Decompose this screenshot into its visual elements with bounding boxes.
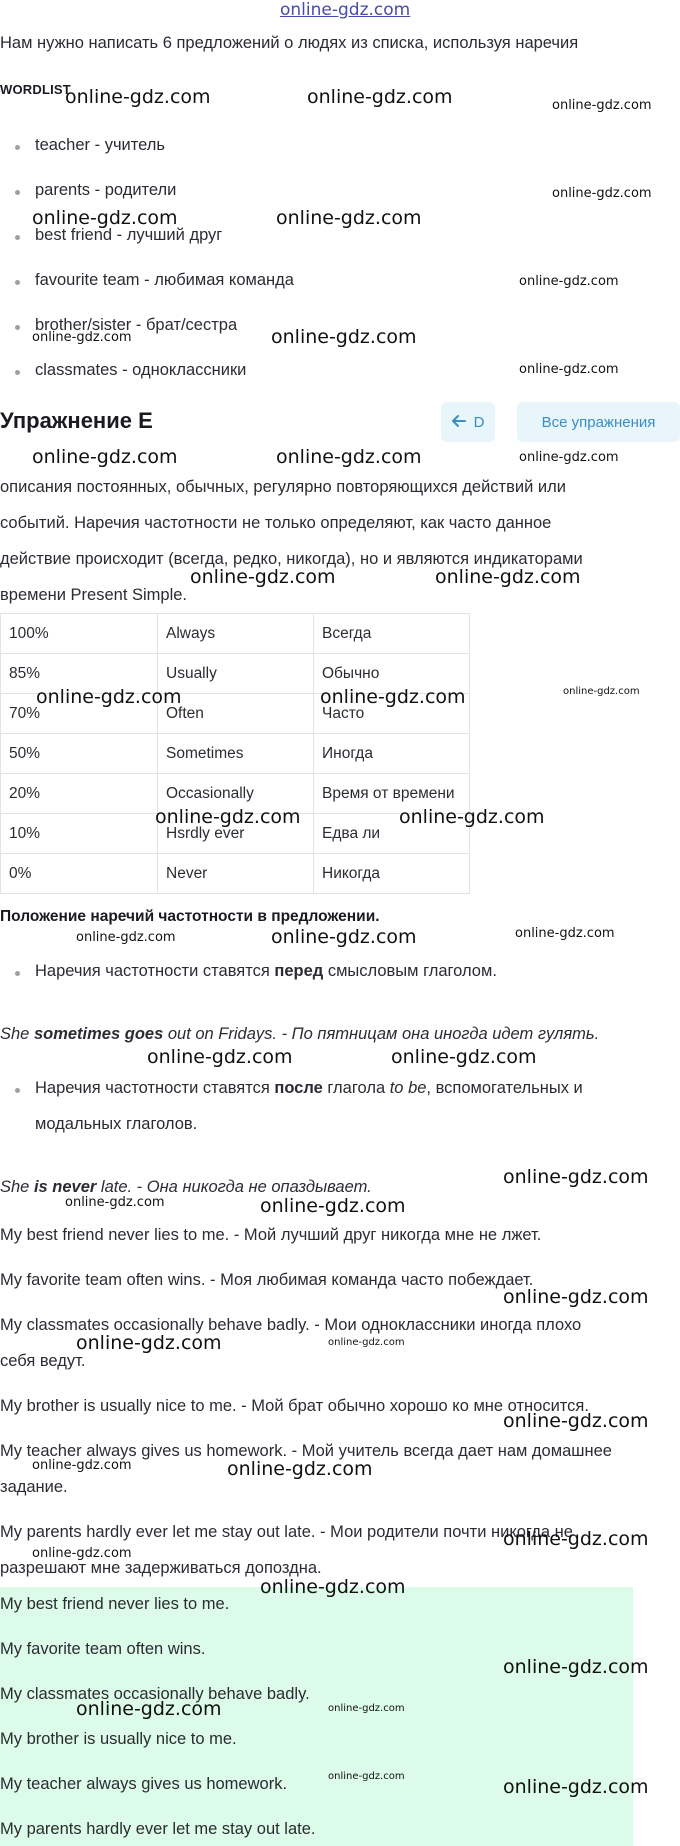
watermark-text: online-gdz.com — [276, 207, 422, 229]
wordlist-item: parents - родители — [35, 181, 177, 199]
frequency-row — [1, 614, 470, 654]
watermark-text: online-gdz.com — [260, 1195, 406, 1217]
watermark-text: online-gdz.com — [65, 1195, 165, 1210]
wordlist-item: teacher - учитель — [35, 136, 165, 154]
watermark-text: online-gdz.com — [552, 98, 652, 113]
watermark-text: online-gdz.com — [328, 1771, 405, 1782]
translation-line: My classmates occasionally behave badly. - Мои одноклассники иногда плохо — [0, 1316, 582, 1334]
watermark-text: online-gdz.com — [76, 930, 176, 945]
answer-line: My parents hardly ever let me stay out late. — [0, 1820, 316, 1838]
translation-line: My brother is usually nice to me. - Мой брат обычно хорошо ко мне относится. — [0, 1397, 589, 1415]
position-heading: Положение наречий частотности в предложении. — [0, 908, 380, 925]
translation-line: разрешают мне задерживаться допоздна. — [0, 1559, 322, 1577]
watermark-text: online-gdz.com — [519, 274, 619, 289]
theory-line: событий. Наречия частотности не только определяют, как часто данное — [0, 514, 552, 532]
frequency-row — [1, 774, 470, 814]
adverb-cell: Occasionally — [158, 774, 314, 814]
watermark-text: online-gdz.com — [503, 1776, 649, 1798]
percent-cell: 50% — [1, 734, 158, 774]
translation-line: My teacher always gives us homework. - Мой учитель всегда дает нам домашнее — [0, 1442, 612, 1460]
rule-item — [35, 1079, 583, 1098]
translation-cell: Обычно — [314, 654, 470, 694]
adverb-cell: Always — [158, 614, 314, 654]
watermark-text: online-gdz.com — [399, 806, 545, 828]
watermark-text: online-gdz.com — [155, 806, 301, 828]
percent-cell: 85% — [1, 654, 158, 694]
rule-text: Наречия частотности ставятся — [35, 962, 275, 980]
example-sentence — [0, 1178, 372, 1197]
example-highlight: is never — [33, 1178, 97, 1196]
watermark-text: online-gdz.com — [76, 1698, 222, 1720]
arrow-left-icon — [452, 414, 466, 431]
adverb-cell: Hsrdly ever — [158, 814, 314, 854]
answer-line: My classmates occasionally behave badly. — [0, 1685, 310, 1703]
watermark-text: online-gdz.com — [519, 450, 619, 465]
watermark-text: online-gdz.com — [328, 1337, 405, 1348]
watermark-text: online-gdz.com — [227, 1458, 373, 1480]
watermark-text: online-gdz.com — [32, 207, 178, 229]
wordlist-item: classmates - одноклассники — [35, 361, 247, 379]
answer-line: My brother is usually nice to me. — [0, 1730, 237, 1748]
answer-line: My teacher always gives us homework. — [0, 1775, 288, 1793]
watermark-text: online-gdz.com — [32, 1546, 132, 1561]
adverb-cell: Sometimes — [158, 734, 314, 774]
theory-line: времени Present Simple. — [0, 586, 188, 604]
frequency-row — [1, 694, 470, 734]
percent-cell: 100% — [1, 614, 158, 654]
translation-cell: Время от времени — [314, 774, 470, 814]
frequency-row — [1, 814, 470, 854]
answer-line: My best friend never lies to me. — [0, 1595, 230, 1613]
watermark-text: online-gdz.com — [32, 446, 178, 468]
adverb-cell: Never — [158, 854, 314, 894]
watermark-text: online-gdz.com — [260, 1576, 406, 1598]
percent-cell: 10% — [1, 814, 158, 854]
watermark-text: online-gdz.com — [36, 686, 182, 708]
watermark-text: online-gdz.com — [280, 0, 411, 20]
rule-continuation: модальных глаголов. — [35, 1115, 198, 1133]
example-text: She — [0, 1178, 34, 1196]
prev-exercise-label: D — [473, 413, 485, 431]
example-text: out on Fridays. - По пятницам она иногда идет гулять. — [163, 1025, 600, 1043]
watermark-text: online-gdz.com — [147, 1046, 293, 1068]
percent-cell: 70% — [1, 694, 158, 734]
watermark-text: online-gdz.com — [515, 926, 615, 941]
watermark-text: online-gdz.com — [435, 566, 581, 588]
rule-text: смысловым глаголом. — [323, 962, 497, 980]
watermark-text: online-gdz.com — [503, 1286, 649, 1308]
frequency-row — [1, 734, 470, 774]
translation-cell: Часто — [314, 694, 470, 734]
translation-cell: Всегда — [314, 614, 470, 654]
watermark-text: online-gdz.com — [391, 1046, 537, 1068]
example-sentence — [0, 1025, 599, 1044]
watermark-text: online-gdz.com — [307, 86, 453, 108]
watermark-text: online-gdz.com — [503, 1410, 649, 1432]
rule-text: глагола — [322, 1079, 390, 1097]
example-highlight: sometimes goes — [33, 1025, 164, 1043]
translation-cell: Иногда — [314, 734, 470, 774]
rule-text: , вспомогательных и — [426, 1079, 583, 1097]
watermark-text: online-gdz.com — [320, 686, 466, 708]
watermark-text: online-gdz.com — [503, 1528, 649, 1550]
theory-line: действие происходит (всегда, редко, никогда), но и являются индикаторами — [0, 550, 583, 568]
wordlist-item: best friend - лучший друг — [35, 226, 223, 244]
rule-text: Наречия частотности ставятся — [35, 1079, 275, 1097]
frequency-table — [0, 613, 470, 894]
all-exercises-button[interactable]: Все упражнения — [517, 402, 680, 442]
watermark-text: online-gdz.com — [271, 326, 417, 348]
adverb-cell: Usually — [158, 654, 314, 694]
watermark-text: online-gdz.com — [563, 686, 640, 697]
frequency-row — [1, 854, 470, 894]
translation-line: себя ведут. — [0, 1352, 86, 1370]
theory-line: описания постоянных, обычных, регулярно повторяющихся действий или — [0, 478, 566, 496]
wordlist-item: brother/sister - брат/сестра — [35, 316, 238, 334]
answer-box — [0, 1587, 633, 1846]
watermark-text: online-gdz.com — [65, 86, 211, 108]
percent-cell: 0% — [1, 854, 158, 894]
exercise-title: Упражнение E — [0, 408, 153, 433]
example-text: late. - Она никогда не опаздывает. — [96, 1178, 372, 1196]
watermark-text: online-gdz.com — [32, 1458, 132, 1473]
wordlist-item: favourite team - любимая команда — [35, 271, 294, 289]
watermark-text: online-gdz.com — [32, 330, 132, 345]
watermark-text: online-gdz.com — [76, 1332, 222, 1354]
wordlist-title: WORDLIST — [0, 82, 71, 97]
intro-text: Нам нужно написать 6 предложений о людях из списка, используя наречия — [0, 34, 579, 52]
translation-line: задание. — [0, 1478, 68, 1496]
watermark-text: online-gdz.com — [276, 446, 422, 468]
rule-keyword: после — [274, 1079, 323, 1097]
translation-cell: Никогда — [314, 854, 470, 894]
rule-keyword: перед — [274, 962, 324, 980]
adverb-cell: Often — [158, 694, 314, 734]
translation-line: My favorite team often wins. - Моя любимая команда часто побеждает. — [0, 1271, 534, 1289]
translation-line: My best friend never lies to me. - Мой лучший друг никогда мне не лжет. — [0, 1226, 542, 1244]
percent-cell: 20% — [1, 774, 158, 814]
watermark-text: online-gdz.com — [328, 1703, 405, 1714]
rule-item — [35, 962, 497, 981]
answer-line: My favorite team often wins. — [0, 1640, 206, 1658]
watermark-text: online-gdz.com — [519, 362, 619, 377]
example-text: She — [0, 1025, 34, 1043]
watermark-text: online-gdz.com — [190, 566, 336, 588]
watermark-text: online-gdz.com — [552, 186, 652, 201]
frequency-row — [1, 654, 470, 694]
rule-italic: to be — [389, 1079, 427, 1097]
watermark-text: online-gdz.com — [271, 926, 417, 948]
watermark-text: online-gdz.com — [503, 1166, 649, 1188]
translation-line: My parents hardly ever let me stay out late. - Мои родители почти никогда не — [0, 1523, 573, 1541]
watermark-text: online-gdz.com — [503, 1656, 649, 1678]
prev-exercise-button[interactable] — [441, 402, 495, 442]
translation-cell: Едва ли — [314, 814, 470, 854]
